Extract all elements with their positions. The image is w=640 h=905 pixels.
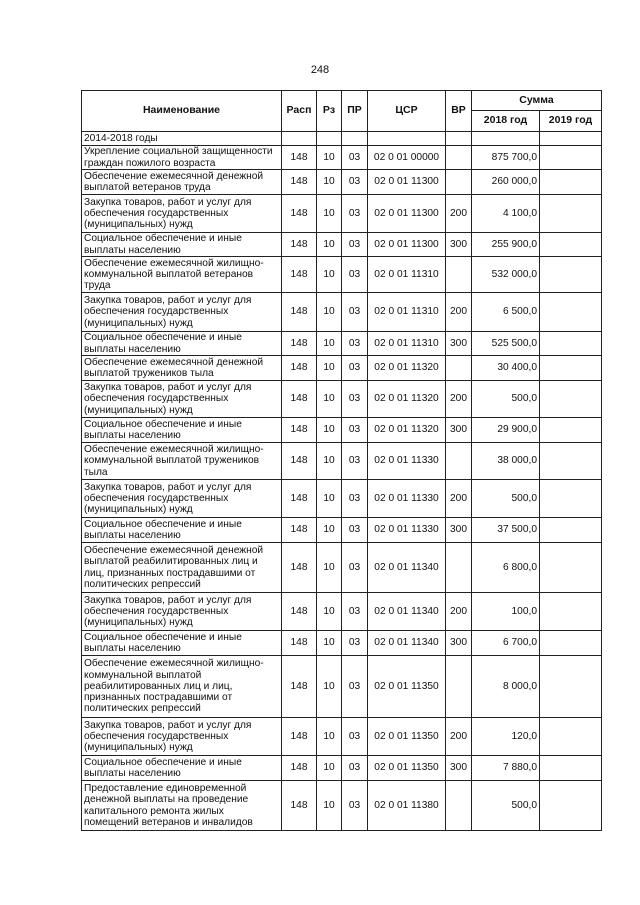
row-csr: 02 0 01 11340 <box>368 631 446 656</box>
row-rasp: 148 <box>282 381 317 418</box>
row-csr: 02 0 01 11350 <box>368 656 446 718</box>
table-row <box>82 543 602 593</box>
table-row <box>82 631 602 656</box>
table-row <box>82 443 602 480</box>
row-csr: 02 0 01 11330 <box>368 443 446 480</box>
header-csr: ЦСР <box>368 91 446 132</box>
table-row <box>82 781 602 831</box>
table-row <box>82 146 602 170</box>
row-vr <box>446 656 472 718</box>
row-csr: 02 0 01 11300 <box>368 233 446 257</box>
row-vr <box>446 356 472 381</box>
row-rz: 10 <box>317 756 342 781</box>
row-vr: 300 <box>446 756 472 781</box>
row-vr: 300 <box>446 518 472 543</box>
table-row <box>82 518 602 543</box>
row-pr: 03 <box>342 756 368 781</box>
row-sum-2019 <box>540 233 602 257</box>
row-rz: 10 <box>317 418 342 443</box>
row-sum-2019 <box>540 381 602 418</box>
row-rz: 10 <box>317 631 342 656</box>
row-vr <box>446 170 472 195</box>
header-pr: ПР <box>342 91 368 132</box>
row-rasp: 148 <box>282 170 317 195</box>
row-rz: 10 <box>317 656 342 718</box>
row-sum-2018: 6 800,0 <box>472 543 540 593</box>
row-vr: 200 <box>446 480 472 518</box>
empty-cell <box>540 132 602 146</box>
table-row <box>82 233 602 257</box>
row-rz: 10 <box>317 593 342 631</box>
empty-cell <box>368 132 446 146</box>
row-sum-2019 <box>540 146 602 170</box>
row-rz: 10 <box>317 718 342 756</box>
row-rasp: 148 <box>282 233 317 257</box>
row-name: Социальное обеспечение и иные выплаты населению <box>82 332 282 356</box>
header-vr: ВР <box>446 91 472 132</box>
row-name: Социальное обеспечение и иные выплаты населению <box>82 518 282 543</box>
header-2019: 2019 год <box>540 111 602 132</box>
row-sum-2019 <box>540 356 602 381</box>
row-csr: 02 0 01 11340 <box>368 593 446 631</box>
table-row <box>82 480 602 518</box>
row-name: Социальное обеспечение и иные выплаты населению <box>82 233 282 257</box>
row-pr: 03 <box>342 593 368 631</box>
row-name: Обеспечение ежемесячной жилищно-коммунальной выплатой реабилитированных лиц и лиц, признанных пострадавшими от политических репрессий <box>82 656 282 718</box>
row-csr: 02 0 01 11310 <box>368 293 446 332</box>
table-row <box>82 257 602 293</box>
row-rz: 10 <box>317 293 342 332</box>
row-vr <box>446 781 472 831</box>
row-sum-2018: 7 880,0 <box>472 756 540 781</box>
row-rasp: 148 <box>282 443 317 480</box>
table-row <box>82 293 602 332</box>
row-csr: 02 0 01 11320 <box>368 381 446 418</box>
table-row <box>82 356 602 381</box>
row-sum-2018: 6 500,0 <box>472 293 540 332</box>
header-name: Наименование <box>82 91 282 132</box>
empty-cell <box>317 132 342 146</box>
row-sum-2018: 500,0 <box>472 480 540 518</box>
row-rasp: 148 <box>282 356 317 381</box>
row-name: Обеспечение ежемесячной жилищно-коммунальной выплатой ветеранов труда <box>82 257 282 293</box>
table-row <box>82 332 602 356</box>
row-sum-2018: 875 700,0 <box>472 146 540 170</box>
row-pr: 03 <box>342 518 368 543</box>
row-csr: 02 0 01 11300 <box>368 170 446 195</box>
row-csr: 02 0 01 11350 <box>368 718 446 756</box>
row-name: Обеспечение ежемесячной жилищно-коммунальной выплатой тружеников тыла <box>82 443 282 480</box>
row-csr: 02 0 01 00000 <box>368 146 446 170</box>
row-vr: 200 <box>446 293 472 332</box>
row-vr: 200 <box>446 593 472 631</box>
row-pr: 03 <box>342 781 368 831</box>
row-pr: 03 <box>342 233 368 257</box>
row-csr: 02 0 01 11330 <box>368 518 446 543</box>
row-name: Закупка товаров, работ и услуг для обеспечения государственных (муниципальных) нужд <box>82 381 282 418</box>
row-rasp: 148 <box>282 631 317 656</box>
row-rasp: 148 <box>282 718 317 756</box>
row-rasp: 148 <box>282 332 317 356</box>
row-pr: 03 <box>342 195 368 233</box>
row-csr: 02 0 01 11330 <box>368 480 446 518</box>
row-sum-2019 <box>540 781 602 831</box>
row-rasp: 148 <box>282 418 317 443</box>
row-sum-2019 <box>540 756 602 781</box>
row-pr: 03 <box>342 718 368 756</box>
row-name: Закупка товаров, работ и услуг для обеспечения государственных (муниципальных) нужд <box>82 718 282 756</box>
row-rasp: 148 <box>282 593 317 631</box>
header-2018: 2018 год <box>472 111 540 132</box>
table-row <box>82 418 602 443</box>
row-csr: 02 0 01 11340 <box>368 543 446 593</box>
row-sum-2019 <box>540 195 602 233</box>
row-sum-2018: 8 000,0 <box>472 656 540 718</box>
row-csr: 02 0 01 11320 <box>368 418 446 443</box>
empty-cell <box>342 132 368 146</box>
row-rasp: 148 <box>282 257 317 293</box>
row-sum-2018: 29 900,0 <box>472 418 540 443</box>
row-rz: 10 <box>317 381 342 418</box>
row-sum-2018: 100,0 <box>472 593 540 631</box>
row-csr: 02 0 01 11300 <box>368 195 446 233</box>
row-rz: 10 <box>317 233 342 257</box>
row-name: Обеспечение ежемесячной денежной выплатой реабилитированных лиц и лиц, признанных пострадавшими от политических репрессий <box>82 543 282 593</box>
row-sum-2018: 4 100,0 <box>472 195 540 233</box>
row-sum-2019 <box>540 443 602 480</box>
row-rz: 10 <box>317 257 342 293</box>
row-rz: 10 <box>317 146 342 170</box>
row-name: Обеспечение ежемесячной денежной выплатой ветеранов труда <box>82 170 282 195</box>
row-name: Закупка товаров, работ и услуг для обеспечения государственных (муниципальных) нужд <box>82 293 282 332</box>
row-name: Предоставление единовременной денежной выплаты на проведение капитального ремонта жилых помещений ветеранов и инвалидов <box>82 781 282 831</box>
row-pr: 03 <box>342 332 368 356</box>
row-vr <box>446 146 472 170</box>
row-sum-2019 <box>540 656 602 718</box>
row-sum-2018: 525 500,0 <box>472 332 540 356</box>
header-rz: Рз <box>317 91 342 132</box>
row-pr: 03 <box>342 418 368 443</box>
row-vr: 200 <box>446 381 472 418</box>
row-pr: 03 <box>342 631 368 656</box>
row-rz: 10 <box>317 518 342 543</box>
row-sum-2018: 500,0 <box>472 781 540 831</box>
row-vr <box>446 543 472 593</box>
row-rasp: 148 <box>282 781 317 831</box>
row-vr: 200 <box>446 718 472 756</box>
row-csr: 02 0 01 11350 <box>368 756 446 781</box>
row-pr: 03 <box>342 480 368 518</box>
row-vr: 200 <box>446 195 472 233</box>
row-vr: 300 <box>446 332 472 356</box>
row-name: Обеспечение ежемесячной денежной выплатой тружеников тыла <box>82 356 282 381</box>
row-csr: 02 0 01 11310 <box>368 257 446 293</box>
row-sum-2018: 38 000,0 <box>472 443 540 480</box>
row-sum-2019 <box>540 170 602 195</box>
row-vr <box>446 257 472 293</box>
empty-cell <box>446 132 472 146</box>
row-pr: 03 <box>342 356 368 381</box>
table-row <box>82 170 602 195</box>
row-sum-2019 <box>540 332 602 356</box>
table-row <box>82 381 602 418</box>
row-name: Социальное обеспечение и иные выплаты населению <box>82 418 282 443</box>
row-rasp: 148 <box>282 146 317 170</box>
header-sum: Сумма <box>472 91 602 111</box>
header-rasp: Расп <box>282 91 317 132</box>
row-sum-2019 <box>540 543 602 593</box>
row-sum-2018: 120,0 <box>472 718 540 756</box>
row-rz: 10 <box>317 781 342 831</box>
budget-table <box>81 90 602 831</box>
row-rasp: 148 <box>282 293 317 332</box>
row-csr: 02 0 01 11320 <box>368 356 446 381</box>
empty-cell <box>282 132 317 146</box>
table-row <box>82 593 602 631</box>
period-row <box>82 132 602 146</box>
row-rasp: 148 <box>282 195 317 233</box>
row-sum-2018: 532 000,0 <box>472 257 540 293</box>
row-sum-2018: 6 700,0 <box>472 631 540 656</box>
table-row <box>82 756 602 781</box>
row-sum-2018: 500,0 <box>472 381 540 418</box>
row-name: Укрепление социальной защищенности граждан пожилого возраста <box>82 146 282 170</box>
row-vr: 300 <box>446 233 472 257</box>
table-row <box>82 195 602 233</box>
row-sum-2019 <box>540 418 602 443</box>
page-number: 248 <box>310 64 330 76</box>
row-sum-2018: 30 400,0 <box>472 356 540 381</box>
row-sum-2018: 260 000,0 <box>472 170 540 195</box>
header-row <box>82 91 602 111</box>
row-sum-2019 <box>540 257 602 293</box>
row-rasp: 148 <box>282 543 317 593</box>
row-vr: 300 <box>446 418 472 443</box>
row-pr: 03 <box>342 656 368 718</box>
row-sum-2019 <box>540 631 602 656</box>
row-rasp: 148 <box>282 656 317 718</box>
table-row <box>82 718 602 756</box>
row-pr: 03 <box>342 170 368 195</box>
row-rasp: 148 <box>282 480 317 518</box>
row-rz: 10 <box>317 443 342 480</box>
row-sum-2019 <box>540 593 602 631</box>
row-sum-2019 <box>540 718 602 756</box>
row-rz: 10 <box>317 543 342 593</box>
row-pr: 03 <box>342 543 368 593</box>
row-vr: 300 <box>446 631 472 656</box>
row-name: Социальное обеспечение и иные выплаты населению <box>82 756 282 781</box>
row-pr: 03 <box>342 381 368 418</box>
row-rz: 10 <box>317 356 342 381</box>
row-pr: 03 <box>342 146 368 170</box>
empty-cell <box>472 132 540 146</box>
row-name: Закупка товаров, работ и услуг для обеспечения государственных (муниципальных) нужд <box>82 480 282 518</box>
row-name: Социальное обеспечение и иные выплаты населению <box>82 631 282 656</box>
row-rz: 10 <box>317 332 342 356</box>
row-csr: 02 0 01 11310 <box>368 332 446 356</box>
row-name: Закупка товаров, работ и услуг для обеспечения государственных (муниципальных) нужд <box>82 593 282 631</box>
row-sum-2018: 255 900,0 <box>472 233 540 257</box>
row-rasp: 148 <box>282 518 317 543</box>
period-label: 2014-2018 годы <box>82 132 282 146</box>
row-rz: 10 <box>317 480 342 518</box>
row-pr: 03 <box>342 257 368 293</box>
row-sum-2019 <box>540 518 602 543</box>
row-vr <box>446 443 472 480</box>
row-rz: 10 <box>317 195 342 233</box>
row-rasp: 148 <box>282 756 317 781</box>
row-sum-2019 <box>540 293 602 332</box>
table-row <box>82 656 602 718</box>
row-sum-2019 <box>540 480 602 518</box>
row-csr: 02 0 01 11380 <box>368 781 446 831</box>
row-name: Закупка товаров, работ и услуг для обеспечения государственных (муниципальных) нужд <box>82 195 282 233</box>
row-pr: 03 <box>342 443 368 480</box>
row-rz: 10 <box>317 170 342 195</box>
row-pr: 03 <box>342 293 368 332</box>
row-sum-2018: 37 500,0 <box>472 518 540 543</box>
